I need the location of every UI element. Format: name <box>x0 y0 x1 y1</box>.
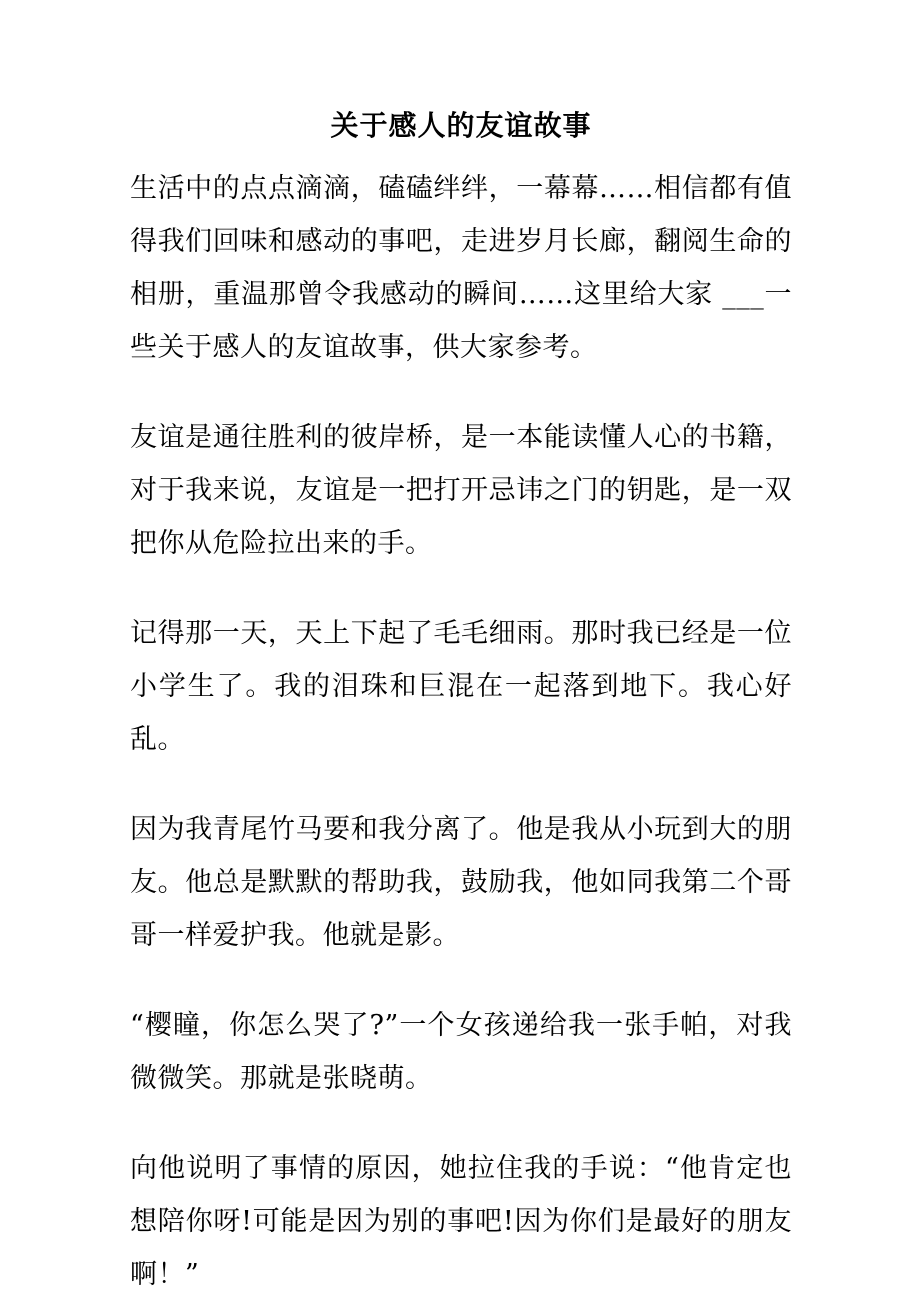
paragraph-rainy-day: 记得那一天，天上下起了毛毛细雨。那时我已经是一位小学生了。我的泪珠和巨混在一起落到地下。我心好乱。 <box>130 618 792 755</box>
paragraph-friendship-metaphor: 友谊是通往胜利的彼岸桥，是一本能读懂人心的书籍，对于我来说，友谊是一把打开忌讳之门的钥匙，是一双把你从危险拉出来的手。 <box>130 422 792 559</box>
paragraph-comfort-words: 向他说明了事情的原因，她拉住我的手说：“他肯定也想陪你呀!可能是因为别的事吧!因为你们是最好的朋友啊！” <box>130 1153 792 1290</box>
paragraph-intro: 生活中的点点滴滴，磕磕绊绊，一幕幕……相信都有值得我们回味和感动的事吧，走进岁月长廊，翻阅生命的相册，重温那曾令我感动的瞬间……这里给大家 ___一些关于感人的友谊故事，供大家参考。 <box>130 173 792 363</box>
paragraph-girl-handkerchief: “樱瞳，你怎么哭了?”一个女孩递给我一张手帕，对我微微笑。那就是张晓萌。 <box>130 1010 792 1094</box>
document-title: 关于感人的友谊故事 <box>330 109 592 142</box>
paragraph-childhood-friend: 因为我青尾竹马要和我分离了。他是我从小玩到大的朋友。他总是默默的帮助我，鼓励我，他如同我第二个哥哥一样爱护我。他就是影。 <box>130 814 792 951</box>
